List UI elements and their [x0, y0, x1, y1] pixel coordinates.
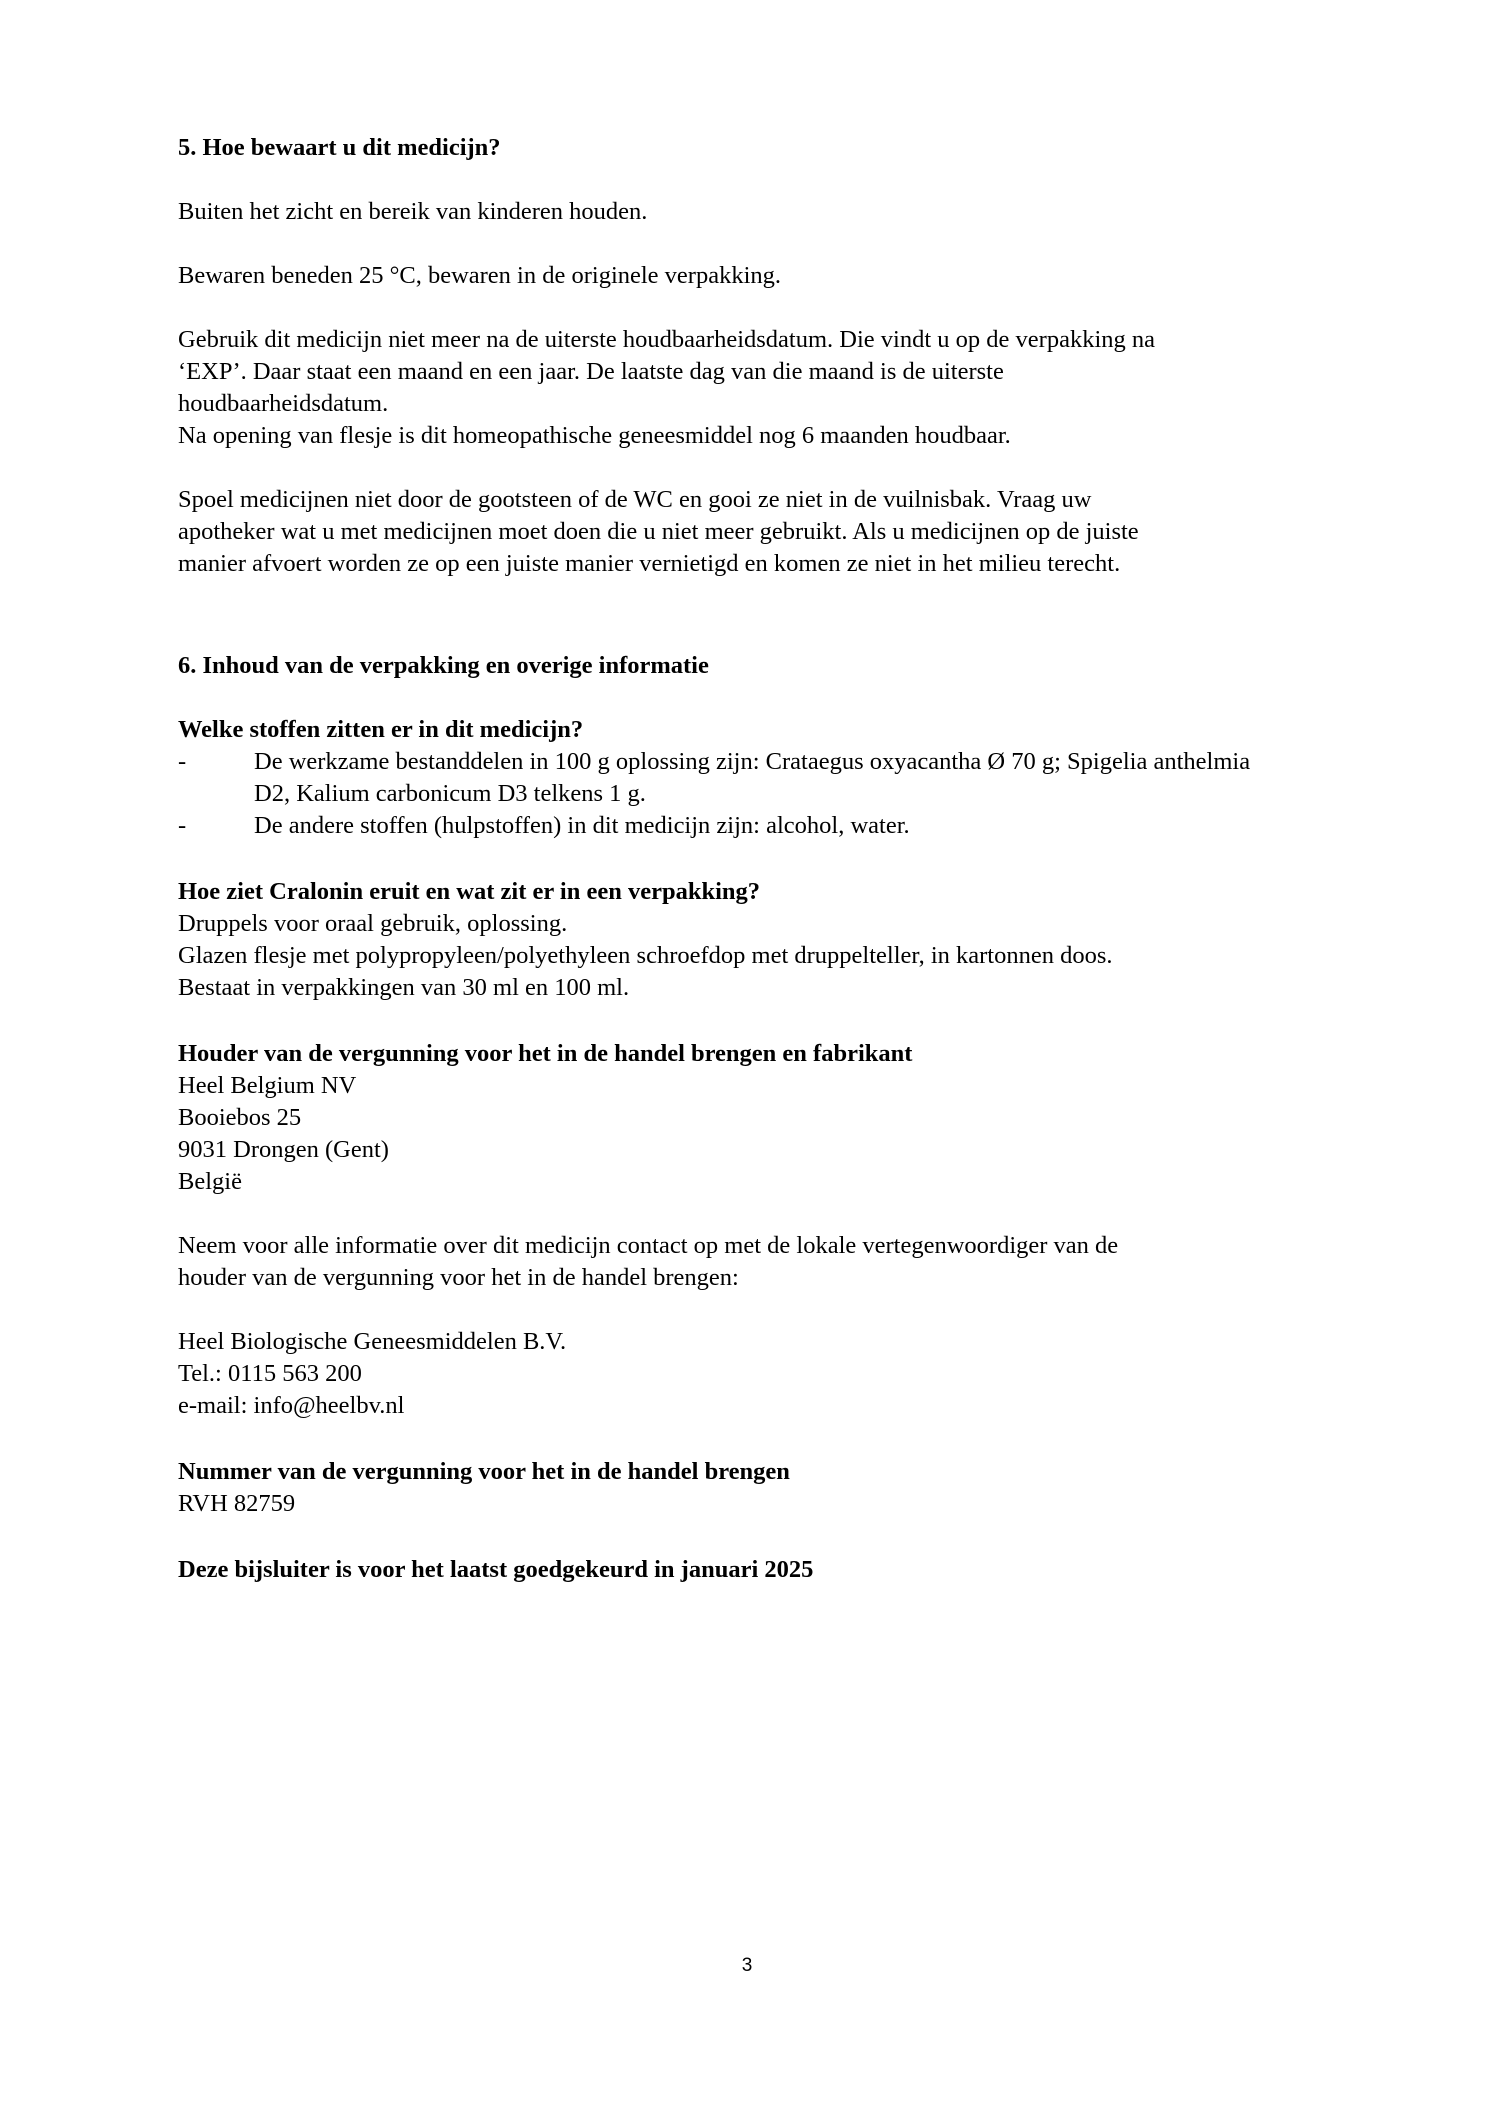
authorisation-number-value: RVH 82759	[178, 1490, 296, 1517]
storage-disposal-line-1: Spoel medicijnen niet door de gootsteen of de WC en gooi ze niet in de vuilnisbak. Vraag uw	[178, 486, 1092, 513]
representative-phone: Tel.: 0115 563 200	[178, 1360, 362, 1387]
storage-paragraph-keep-away-children: Buiten het zicht en bereik van kinderen houden.	[178, 198, 648, 225]
section-heading-contents: 6. Inhoud van de verpakking en overige informatie	[178, 652, 709, 679]
subheading-substances: Welke stoffen zitten er in dit medicijn?	[178, 716, 584, 743]
spacer	[178, 580, 1288, 650]
subheading-appearance: Hoe ziet Cralonin eruit en wat zit er in een verpakking?	[178, 878, 761, 905]
spacer	[178, 1422, 1288, 1456]
appearance-line-3: Bestaat in verpakkingen van 30 ml en 100 ml.	[178, 974, 630, 1001]
spacer	[178, 452, 1288, 484]
holder-address-line-2: Booiebos 25	[178, 1104, 302, 1131]
representative-intro-line-2: houder van de vergunning voor het in de handel brengen:	[178, 1264, 739, 1291]
storage-disposal-line-2: apotheker wat u met medicijnen moet doen die u niet meer gebruikt. Als u medicijnen op de juiste	[178, 518, 1139, 545]
subheading-authorisation-number: Nummer van de vergunning voor het in de handel brengen	[178, 1458, 790, 1485]
spacer	[178, 1198, 1288, 1230]
storage-expiry-line-3: houdbaarheidsdatum.	[178, 390, 389, 417]
substances-list	[178, 746, 1288, 842]
substance-active-line-1: De werkzame bestanddelen in 100 g oplossing zijn: Crataegus oxyacantha Ø 70 g; Spigelia	[254, 748, 1148, 775]
representative-email: e-mail: info@heelbv.nl	[178, 1392, 405, 1419]
page-number: 3	[741, 1955, 753, 1976]
spacer	[178, 1520, 1288, 1554]
approval-date-text: Deze bijsluiter is voor het laatst goedgekeurd in januari 2025	[178, 1556, 814, 1583]
storage-disposal-line-3: manier afvoert worden ze op een juiste manier vernietigd en komen ze niet in het milieu terecht.	[178, 550, 1121, 577]
storage-paragraph-temperature: Bewaren beneden 25 °C, bewaren in de originele verpakking.	[178, 262, 782, 289]
spacer	[178, 292, 1288, 324]
bullet-dash-icon: -	[178, 812, 187, 839]
substance-active-line-2: anthelmia D2, Kalium carbonicum D3 telkens 1 g.	[254, 748, 1251, 807]
appearance-line-2: Glazen flesje met polypropyleen/polyethyleen schroefdop met druppelteller, in kartonnen doos.	[178, 942, 1113, 969]
storage-expiry-line-1: Gebruik dit medicijn niet meer na de uiterste houdbaarheidsdatum. Die vindt u op de verpakking na	[178, 326, 1155, 353]
spacer	[178, 1004, 1288, 1038]
document-body	[178, 132, 1288, 1586]
appearance-line-1: Druppels voor oraal gebruik, oplossing.	[178, 910, 568, 937]
list-item	[178, 810, 1288, 842]
storage-paragraph-expiry	[178, 324, 1288, 452]
storage-expiry-line-4: Na opening van flesje is dit homeopathische geneesmiddel nog 6 maanden houdbaar.	[178, 422, 1011, 449]
storage-paragraph-disposal	[178, 484, 1288, 580]
holder-address-line-3: 9031 Drongen (Gent)	[178, 1136, 389, 1163]
subheading-authorisation-holder: Houder van de vergunning voor het in de handel brengen en fabrikant	[178, 1040, 913, 1067]
spacer	[178, 228, 1288, 260]
holder-address-line-1: Heel Belgium NV	[178, 1072, 357, 1099]
representative-name: Heel Biologische Geneesmiddelen B.V.	[178, 1328, 567, 1355]
spacer	[178, 842, 1288, 876]
substance-excipients-line-1: De andere stoffen (hulpstoffen) in dit medicijn zijn: alcohol, water.	[254, 812, 910, 839]
bullet-dash-icon: -	[178, 748, 187, 775]
spacer	[178, 164, 1288, 196]
spacer	[178, 1294, 1288, 1326]
representative-intro-line-1: Neem voor alle informatie over dit medicijn contact op met de lokale vertegenwoordiger van de	[178, 1232, 1119, 1259]
storage-expiry-line-2: ‘EXP’. Daar staat een maand en een jaar. De laatste dag van die maand is de uiterste	[178, 358, 1004, 385]
spacer	[178, 682, 1288, 714]
section-heading-storage: 5. Hoe bewaart u dit medicijn?	[178, 134, 501, 161]
list-item	[178, 746, 1288, 810]
holder-address-line-4: België	[178, 1168, 242, 1195]
